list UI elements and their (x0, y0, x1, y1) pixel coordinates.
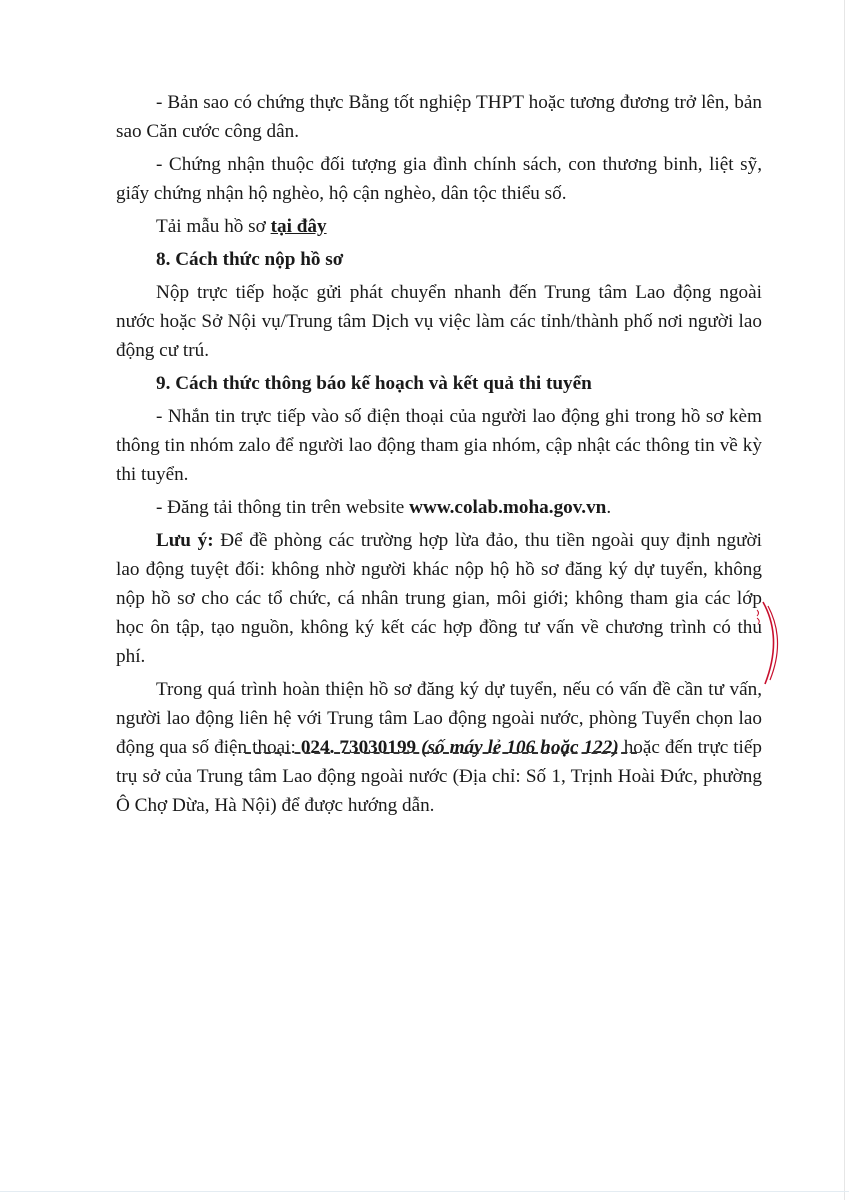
scan-edge-right (844, 0, 845, 1200)
website-notice-text: - Đăng tải thông tin trên website (156, 497, 410, 518)
initials-stamp-mark (755, 598, 795, 688)
warning-label: Lưu ý: (156, 530, 214, 551)
website-link[interactable]: www.colab.moha.gov.vn (409, 497, 607, 518)
paragraph-warning (116, 526, 762, 671)
paragraph-contact (116, 675, 762, 820)
paragraph-website-notice (116, 493, 762, 522)
contact-text-a: Trong quá trình hoàn thiện hồ sơ đăng ký dự tuyển, nếu có vấn đề cần tư vấn, người lao động liên hệ với Trung tâm Lao động ngoài nước, phòng Tuyển chọn lao động qua số điện thoại: (116, 679, 762, 758)
paragraph-id-copies: - Bản sao có chứng thực Bằng tốt nghiệp THPT hoặc tương đương trở lên, bản sao Căn cước công dân. (116, 92, 762, 142)
paragraph-download-forms (116, 212, 762, 241)
contact-extension: (số máy lẻ 106 hoặc 122) (416, 737, 619, 758)
contact-phone: 024. 73030199 (300, 737, 417, 758)
section-heading-8: 8. Cách thức nộp hồ sơ (156, 249, 344, 270)
paragraph-policy-certificates: - Chứng nhận thuộc đối tượng gia đình chính sách, con thương binh, liệt sỹ, giấy chứng nhận hộ nghèo, hộ cận nghèo, dân tộc thiểu số. (116, 154, 762, 204)
website-notice-end: . (606, 497, 612, 518)
document-body (116, 88, 762, 824)
section-heading-9: 9. Cách thức thông báo kế hoạch và kết quả thi tuyển (156, 373, 592, 394)
contact-text-b: hoặc đến trực tiếp trụ sở của Trung tâm Lao động ngoài nước (Địa chỉ: Số 1, Trịnh Hoài Đức, phường Ô Chợ Dừa, Hà Nội) để được hướng dẫn. (116, 737, 762, 816)
scan-edge-bottom (0, 1191, 849, 1192)
warning-text: Để đề phòng các trường hợp lừa đảo, thu tiền ngoài quy định người lao động tuyệt đối: không nhờ người khác nộp hộ hồ sơ đăng ký dự tuyển, không nộp hồ sơ cho các tổ chức, cá nhân trung gian, môi giới; không tham gia các lớp học ôn tập, tạo nguồn, không ký kết các hợp đồng tư vấn về chương trình có thu phí. (116, 530, 762, 667)
end-divider (245, 752, 637, 754)
download-forms-link[interactable]: tại đây (270, 216, 327, 237)
download-forms-text: Tải mẫu hồ sơ (156, 216, 271, 237)
paragraph-sms-notice: - Nhắn tin trực tiếp vào số điện thoại của người lao động ghi trong hồ sơ kèm thông tin nhóm zalo để người lao động tham gia nhóm, cập nhật các thông tin về kỳ thi tuyển. (116, 406, 762, 485)
paragraph-submission-method: Nộp trực tiếp hoặc gửi phát chuyển nhanh đến Trung tâm Lao động ngoài nước hoặc Sở Nội vụ/Trung tâm Dịch vụ việc làm các tỉnh/thành phố nơi người lao động cư trú. (116, 282, 762, 361)
